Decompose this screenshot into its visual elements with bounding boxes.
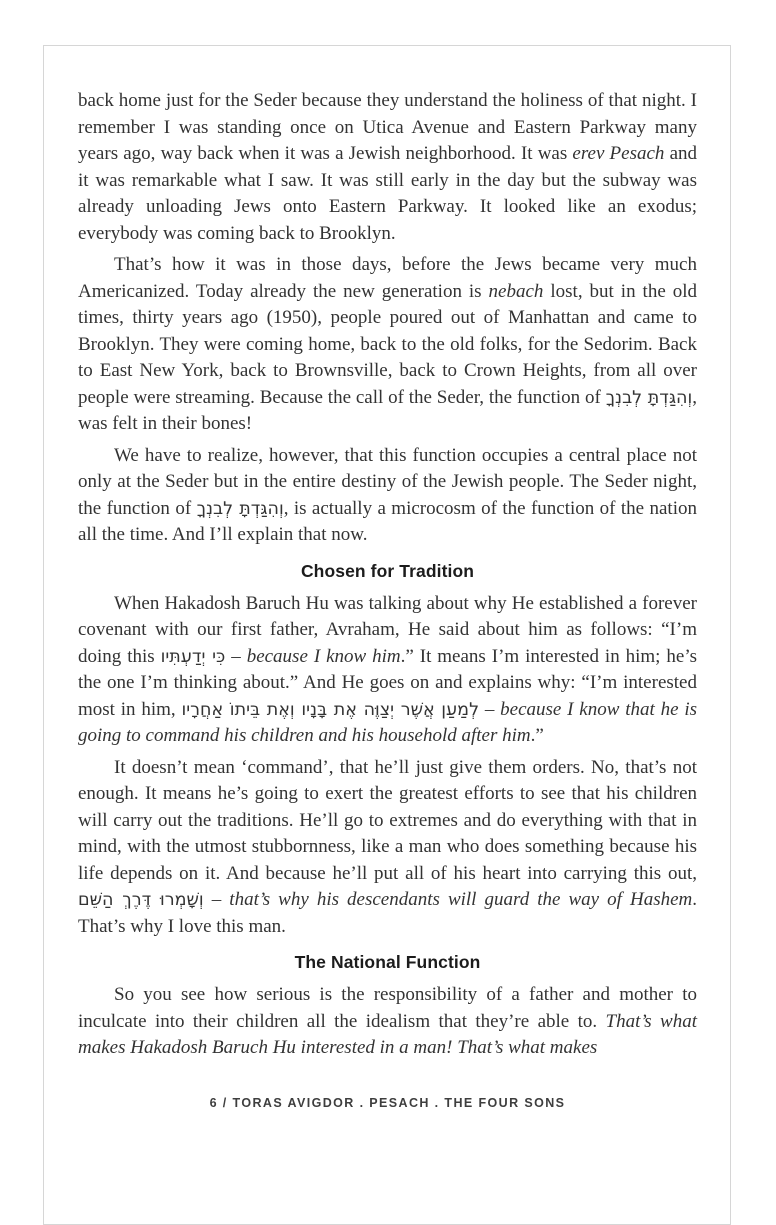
text-run: That’s how it was in those days, before the Jews became very much Americanized. Today already the new generation is: [78, 254, 697, 302]
paragraph: [78, 982, 697, 1062]
text-run: , is actually a microcosm of the function of the nation all the time. And I’ll explain that now.: [78, 497, 697, 545]
text-run: It doesn’t mean ‘command’, that he’ll just give them orders. No, that’s not enough. It means he’s going to exert the greatest efforts to see that his children will carry out the traditions. He’ll go to extremes and do everything with that in mind, with the utmost stubbornness, like a man who does something because his life depends on it. And because he’ll put all of his heart into carrying this out,: [78, 756, 697, 884]
paragraph: [78, 591, 697, 750]
hebrew-text: וְהִגַּדְתָּ לְבִנְךָ: [196, 498, 284, 519]
text-run: . That’s why I love this man.: [78, 889, 697, 937]
text-run: and it was remarkable what I saw. It was still early in the day but the subway was already unloading Jews onto Eastern Parkway. It looked like an exodus; everybody was coming back to Brooklyn.: [78, 143, 698, 244]
hebrew-text: לְמַעַן אֲשֶׁר יְצַוֶּה אֶת בָּנָיו וְאֶת בֵּיתוֹ אַחֲרָיו: [181, 699, 480, 720]
hebrew-text: וְשָׁמְרוּ דֶּרֶךְ הַשֵּׁם: [78, 890, 204, 910]
italic-text: that’s why his descendants will guard the way of Hashem: [229, 889, 693, 910]
text-run: back home just for the Seder because they understand the holiness of that night. I remember I was standing once on Utica Avenue and Eastern Parkway many years ago, way back when it was a Jewish neighborhood. It was: [78, 90, 697, 164]
paragraph: [78, 443, 697, 549]
text-run: When Hakadosh Baruch Hu was talking about why He established a forever covenant with our first father, Avraham, He said about him as follows: “I’m doing this: [78, 592, 697, 667]
italic-text: because I know that he is going to command his children and his household after him: [78, 698, 697, 746]
text-run: We have to realize, however, that this function occupies a central place not only at the Seder but in the entire destiny of the Jewish people. The Seder night, the function of: [78, 444, 697, 519]
text-run: –: [479, 698, 501, 720]
text-run: .” It means I’m interested in him; he’s the one I’m thinking about.” And He goes on and explains why: “I’m interested most in him,: [78, 645, 698, 720]
text-run: lost, but in the old times, thirty years ago (1950), people poured out of Manhattan and came to Brooklyn. They were coming home, back to the old folks, for the Sedorim. Back to East New York, back to Brownsville, back to Crown Heights, from all over people were streaming. Because the call of the Seder, the function of: [78, 280, 697, 408]
paragraph: [78, 755, 697, 941]
hebrew-text: כִּי יְדַעְתִּיו: [160, 646, 226, 667]
article-body: [78, 88, 697, 1062]
section-heading: The National Function: [294, 952, 481, 972]
italic-text: erev Pesach: [572, 143, 665, 164]
paragraph: [78, 252, 697, 438]
page-container: [43, 45, 731, 1225]
text-run: –: [225, 645, 247, 667]
hebrew-text: וְהִגַּדְתָּ לְבִנְךָ: [605, 387, 693, 408]
italic-text: because I know him: [246, 645, 401, 667]
italic-text: nebach: [488, 280, 544, 302]
page-footer: 6 / TORAS AVIGDOR . PESACH . THE FOUR SONS: [209, 1095, 566, 1110]
page-content: [44, 46, 730, 1110]
text-run: –: [203, 889, 230, 910]
paragraph: [78, 88, 697, 247]
text-run: .”: [530, 725, 544, 746]
text-run: So you see how serious is the responsibility of a father and mother to inculcate into their children all the idealism that they’re able to.: [78, 984, 697, 1032]
text-run: , was felt in their bones!: [78, 386, 697, 434]
italic-text: That’s what makes Hakadosh Baruch Hu interested in a man! That’s what makes: [78, 1010, 697, 1058]
section-heading: Chosen for Tradition: [300, 560, 475, 581]
